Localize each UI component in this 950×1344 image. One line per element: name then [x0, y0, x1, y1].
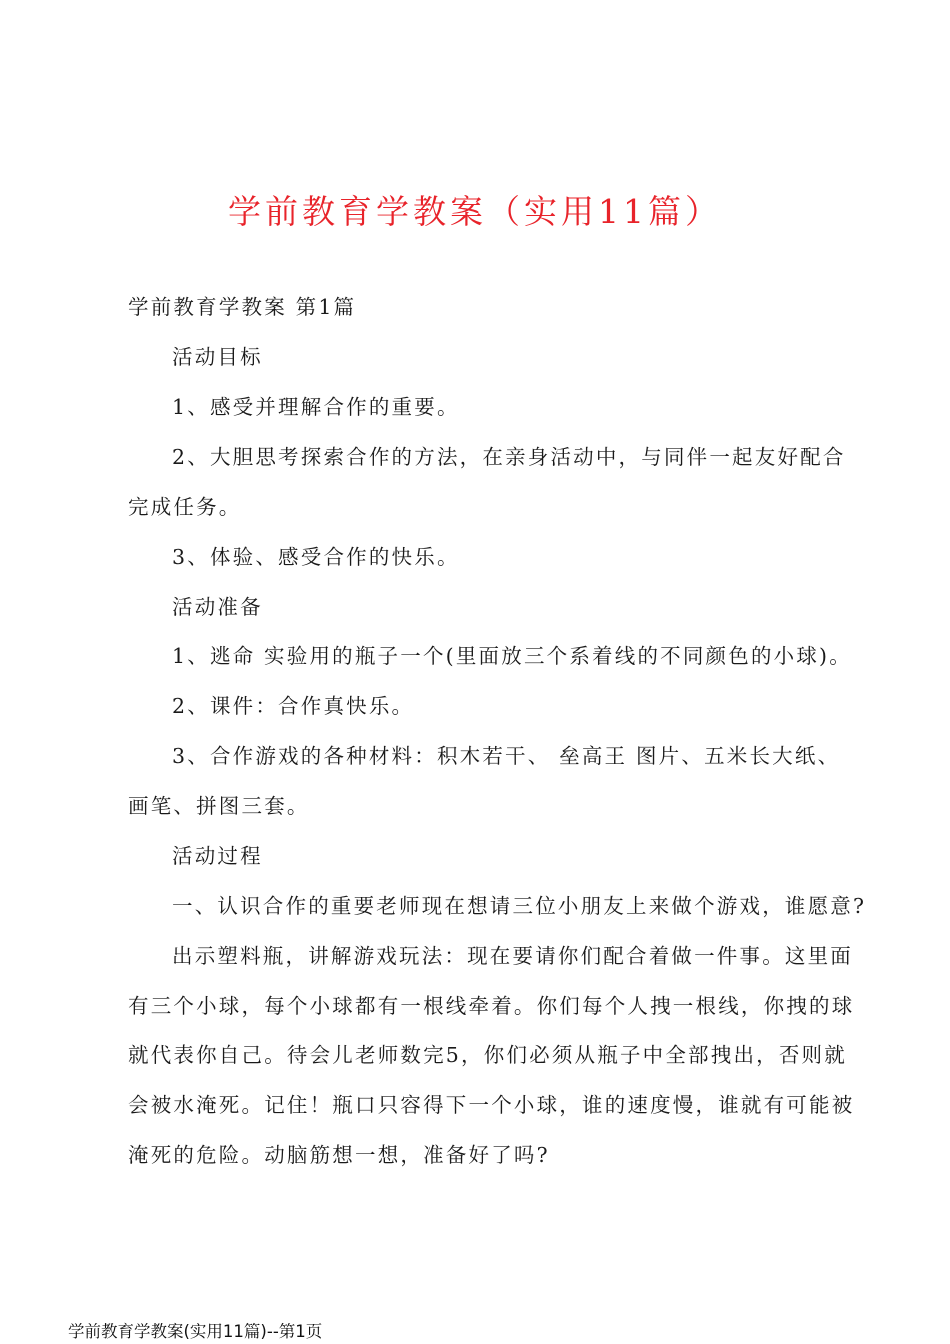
paragraph-line: 2、大胆思考探索合作的方法，在亲身活动中，与同伴一起友好配合	[172, 445, 846, 469]
page-footer: 学前教育学教案(实用11篇)--第1页	[68, 1322, 323, 1341]
document-title: 学前教育学教案（实用11篇）	[228, 192, 722, 231]
paragraph-line: 一、认识合作的重要老师现在想请三位小朋友上来做个游戏，谁愿意?	[172, 894, 867, 918]
paragraph-line: 出示塑料瓶，讲解游戏玩法：现在要请你们配合着做一件事。这里面	[172, 944, 853, 968]
paragraph-line: 有三个小球，每个小球都有一根线牵着。你们每个人拽一根线，你拽的球	[128, 994, 855, 1018]
paragraph-line: 1、感受并理解合作的重要。	[172, 395, 460, 419]
paragraph-line: 会被水淹死。记住！瓶口只容得下一个小球，谁的速度慢，谁就有可能被	[128, 1093, 855, 1117]
paragraph-line: 3、体验、感受合作的快乐。	[172, 545, 460, 569]
paragraph-line: 活动准备	[172, 595, 263, 619]
paragraph-line: 活动过程	[172, 844, 263, 868]
paragraph-line: 就代表你自己。待会儿老师数完5，你们必须从瓶子中全部拽出，否则就	[128, 1043, 847, 1067]
paragraph-line: 1、逃命 实验用的瓶子一个(里面放三个系着线的不同颜色的小球)。	[172, 644, 852, 668]
paragraph-line: 3、合作游戏的各种材料：积木若干、 垒高王 图片、五米长大纸、	[172, 744, 841, 768]
paragraph-line: 2、课件：合作真快乐。	[172, 694, 415, 718]
paragraph-line: 画笔、拼图三套。	[128, 794, 310, 818]
paragraph-line: 活动目标	[172, 345, 263, 369]
paragraph-line: 淹死的危险。动脑筋想一想，准备好了吗?	[128, 1143, 550, 1167]
paragraph-line: 完成任务。	[128, 495, 242, 519]
section-heading: 学前教育学教案 第1篇	[128, 295, 357, 319]
